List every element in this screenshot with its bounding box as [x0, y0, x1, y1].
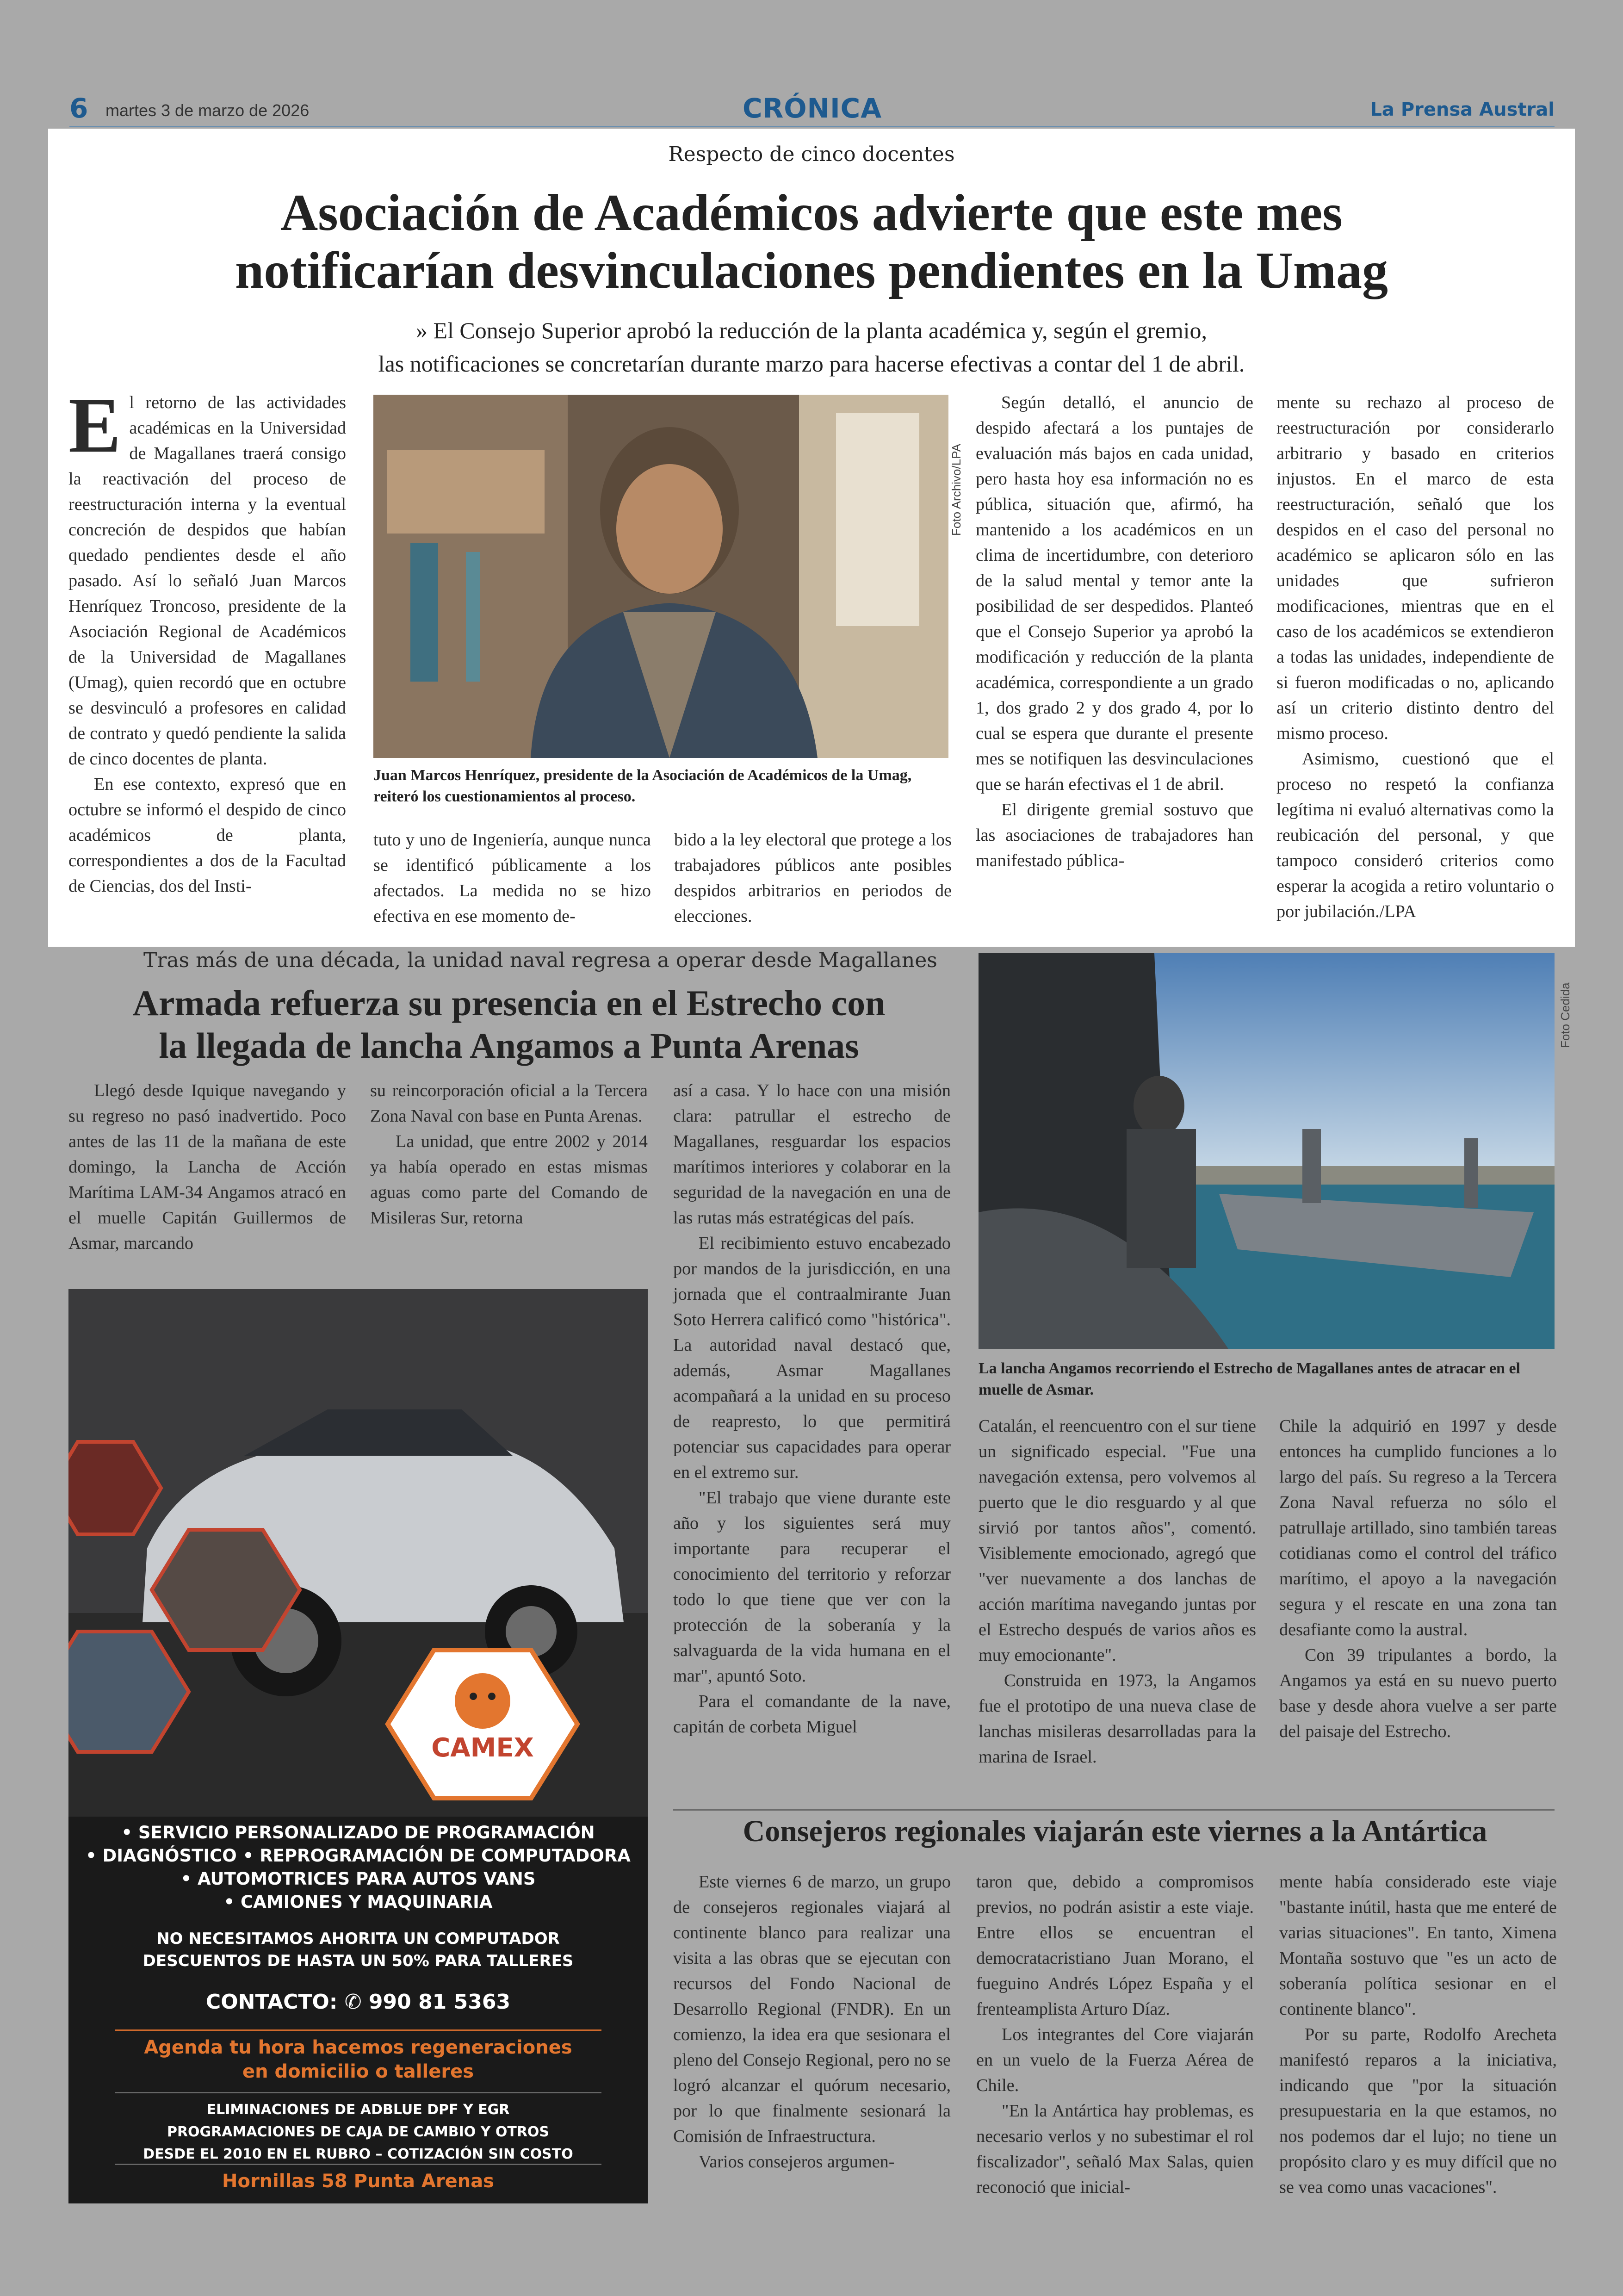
ship-illustration — [979, 953, 1555, 1349]
text-column — [370, 1078, 648, 1231]
article-kicker: Respecto de cinco docentes — [668, 143, 955, 166]
ad-extra-line: PROGRAMACIONES DE CAJA DE CAMBIO Y OTROS — [167, 2124, 550, 2140]
ad-promo-line: DESCUENTOS DE HASTA UN 50% PARA TALLERES — [142, 1952, 574, 1970]
paragraph: l retorno de las actividades académicas en la Universidad de Magallanes traerá consigo la reactivación del proceso de reestructuración interna y la eventual concreción de despidos que habían quedado pendientes desde el año pasado. Así lo señaló Juan Marcos Henríquez Troncoso, presidente de la Asociación Regional de Académicos de la Universidad de Magallanes (Umag), quien recordó que en octubre se desvinculó a profesores en calidad de contrato y quedó pendiente la salida de cinco docentes de planta. — [68, 393, 346, 769]
ad-service-line: • AUTOMOTRICES PARA AUTOS VANS — [180, 1869, 536, 1889]
text-column — [68, 382, 346, 899]
text-column — [1276, 390, 1554, 925]
paragraph: taron que, debido a compromisos previos, no podrán asistir a este viaje. Entre ellos se encuentran el democratacristiano Juan Morano, el fueguino Andrés López España y el frenteamplista Arturo Díaz. — [976, 1872, 1254, 2019]
paragraph: su reincorporación oficial a la Tercera Zona Naval con base en Punta Arenas. — [370, 1081, 648, 1126]
paragraph: Catalán, el reencuentro con el sur tiene un significado especial. "Fue una navegación extensa, pero volvemos al puerto que le dio resguardo y al que sirvió por tantos años", comentó. Visiblemente emocionado, agregó que "ver nuevamente a dos lanchas de acción marítima navegando juntas por el Estrecho después de varios años es muy emocionante". — [979, 1416, 1256, 1665]
paragraph: "En la Antártica hay problemas, es necesario verlos y no subestimar el rol fiscalizador", señaló Max Salas, quien reconoció que inicial- — [976, 2101, 1254, 2197]
photo-credit: Foto Archivo/LPA — [949, 444, 963, 536]
ad-extra-line: ELIMINACIONES DE ADBLUE DPF Y EGR — [206, 2102, 510, 2118]
newspaper-name: La Prensa Austral — [1370, 99, 1555, 120]
text-column — [1279, 1414, 1557, 1744]
headline-line: Asociación de Académicos advierte que este mes — [280, 184, 1343, 242]
photo-caption: La lancha Angamos recorriendo el Estrecho de Magallanes antes de atracar en el muelle de Asmar. — [979, 1360, 1520, 1398]
article-academicos — [48, 129, 1575, 947]
ad-contact: CONTACTO: ✆ 990 81 5363 — [205, 1990, 511, 2014]
paragraph: Llegó desde Iquique navegando y su regreso no pasó inadvertido. Poco antes de las 11 de la mañana de este domingo, la Lancha de Acción Marítima LAM-34 Angamos atracó en el muelle Capitán Guillermos de Asmar, marcando — [68, 1081, 346, 1253]
article-headline — [48, 184, 1575, 300]
ad-extra-line: DESDE EL 2010 EN EL RUBRO – COTIZACIÓN SIN COSTO — [143, 2146, 573, 2162]
paragraph: Con 39 tripulantes a bordo, la Angamos ya está en su nuevo puerto base y desde ahora vuelve a ser parte del paisaje del Estrecho. — [1279, 1645, 1557, 1741]
page-date: martes 3 de marzo de 2026 — [105, 101, 310, 120]
paragraph: Varios consejeros argumen- — [699, 2152, 895, 2172]
portrait-photo — [373, 395, 948, 758]
headline-line: la llegada de lancha Angamos a Punta Arenas — [159, 1025, 859, 1066]
photo-caption: Juan Marcos Henríquez, presidente de la Asociación de Académicos de la Umag, reiteró los cuestionamientos al proceso. — [373, 767, 912, 805]
text-column — [673, 1869, 951, 2175]
paragraph: bido a la ley electoral que protege a los trabajadores públicos ante posibles despidos arbitrarios en periodos de elecciones. — [674, 830, 952, 926]
article-headline: Consejeros regionales viajarán este viernes a la Antártica — [743, 1814, 1487, 1848]
photo-credit: Foto Cedida — [1558, 982, 1572, 1048]
paragraph: El dirigente gremial sostuvo que las asociaciones de trabajadores han manifestado pública- — [976, 800, 1253, 870]
paragraph: así a casa. Y lo hace con una misión clara: patrullar el estrecho de Magallanes, resguardar los espacios marítimos interiores y colaborar en la seguridad de la navegación en una de las rutas más estratégicas del país. — [673, 1081, 951, 1228]
paragraph: Chile la adquirió en 1997 y desde entonces ha cumplido funciones a lo largo del país. Su regreso a la Tercera Zona Naval refuerza no sólo el patrullaje artillado, sino también tareas cotidianas como el control del tráfico marítimo, el apoyo a la navegación segura y el rescate en una zona tan desafiante como la austral. — [1279, 1416, 1557, 1639]
text-column — [976, 390, 1253, 874]
advertisement-camex — [68, 1289, 648, 2203]
paragraph: Construida en 1973, la Angamos fue el prototipo de una nueva clase de lanchas misileras desarrolladas para la marina de Israel. — [979, 1671, 1256, 1767]
page-header — [69, 93, 1555, 125]
ship-photo — [979, 953, 1555, 1349]
section-divider — [673, 1809, 1555, 1811]
drop-cap: E — [68, 382, 121, 469]
paragraph: El recibimiento estuvo encabezado por mandos de la jurisdicción, en una jornada que el contraalmirante Juan Soto Herrera calificó como "histórica". La autoridad naval destacó que, además, Asmar Magallanes acompañará a la unidad en su proceso de reapresto, lo que permitirá potenciar sus capacidades para operar en el extremo sur. — [673, 1234, 951, 1482]
paragraph: "El trabajo que viene durante este año y los siguientes será muy importante para recuperar el conocimiento del territorio y reforzar todo lo que tiene que ver con la protección de la soberanía y la salvaguarda de la vida humana en el mar", apuntó Soto. — [673, 1488, 951, 1686]
paragraph: Para el comandante de la nave, capitán de corbeta Miguel — [673, 1692, 951, 1737]
text-column — [673, 1078, 951, 1740]
paragraph: Los integrantes del Core viajarán en un vuelo de la Fuerza Aérea de Chile. — [976, 2025, 1254, 2095]
ad-agenda — [115, 2029, 601, 2084]
ad-extra-services — [115, 2092, 601, 2166]
paragraph: mente había considerado este viaje "bastante inútil, hasta que me enteré de varias situaciones". En tanto, Ximena Montaña sostuvo que "es un acto de soberanía política sesionar en el continente blanco". — [1279, 1872, 1557, 2019]
section-title: CRÓNICA — [743, 93, 882, 124]
text-column — [68, 1078, 346, 1256]
ad-service-line: • SERVICIO PERSONALIZADO DE PROGRAMACIÓN — [121, 1823, 595, 1843]
paragraph: En ese contexto, expresó que en octubre se informó el despido de cinco académicos de planta, correspondientes a dos de la Facultad de Ciencias, dos del Insti- — [68, 775, 346, 896]
ad-brand-logo: CAMEX — [431, 1733, 534, 1763]
text-column — [373, 827, 651, 929]
article-kicker: Tras más de una década, la unidad naval regresa a operar desde Magallanes — [143, 949, 937, 972]
article-deck — [118, 314, 1505, 380]
text-column — [979, 1414, 1256, 1770]
text-column — [976, 1869, 1254, 2200]
paragraph: tuto y uno de Ingeniería, aunque nunca se identificó públicamente a los afectados. La medida no se hizo efectiva en ese momento de- — [373, 830, 651, 926]
text-column — [1279, 1869, 1557, 2200]
ad-address: Hornillas 58 Punta Arenas — [115, 2164, 601, 2192]
article-headline — [65, 982, 953, 1067]
page-number: 6 — [69, 93, 88, 124]
ad-car-illustration — [68, 1289, 648, 1817]
paragraph: Por su parte, Rodolfo Arecheta manifestó reparos a la iniciativa, indicando que "por la situación presupuestaria en la que estamos, no nos podemos dar el lujo; no tiene un propósito claro y es muy difícil que no se vea como unas vacaciones". — [1279, 2025, 1557, 2197]
ad-agenda-line: en domicilio o talleres — [242, 2061, 474, 2082]
header-rule — [69, 126, 1555, 127]
ad-service-line: • DIAGNÓSTICO • REPROGRAMACIÓN DE COMPUTADORA — [86, 1846, 631, 1866]
deck-line: las notificaciones se concretarían durante marzo para hacerse efectivas a contar del 1 de abril. — [378, 351, 1245, 377]
paragraph: Este viernes 6 de marzo, un grupo de consejeros regionales viajará al continente blanco para realizar una visita a las obras que se ejecutan con recursos del Fondo Nacional de Desarrollo Regional (FNDR). En un comienzo, la idea era que sesionara el pleno del Consejo Regional, pero no se logró alcanzar el quórum necesario, por lo que finalmente sesionará la Comisión de Infraestructura. — [673, 1872, 951, 2146]
ad-agenda-line: Agenda tu hora hacemos regeneraciones — [144, 2037, 572, 2058]
paragraph: Según detalló, el anuncio de despido afectará a los puntajes de evaluación más bajos en cada unidad, pero hasta hoy esa información no es pública, situación que, afirmó, ha mantenido a los académicos en un clima de incertidumbre, con deterioro de la salud mental y temor ante la posibilidad de ser despedidos. Planteó que el Consejo Superior ya aprobó la modificación y reducción de la planta académica, correspondiente a un grado 1, dos grado 2 y dos grado 4, por lo cual se espera que durante el presente mes se notifiquen las desvinculaciones que se harán efectivas el 1 de abril. — [976, 393, 1253, 794]
text-column — [674, 827, 952, 929]
portrait-illustration — [373, 395, 948, 758]
paragraph: Asimismo, cuestionó que el proceso no respetó la confianza legítima ni evaluó alternativas como la reubicación del personal, y que tampoco consideró criterios como esperar la acogida a retiro voluntario o por jubilación./LPA — [1276, 749, 1554, 921]
paragraph: La unidad, que entre 2002 y 2014 ya había operado en estas mismas aguas como parte del Comando de Misileras Sur, retorna — [370, 1132, 648, 1228]
ad-services-list — [68, 1821, 648, 1914]
ad-promo-line: NO NECESITAMOS AHORITA UN COMPUTADOR — [156, 1930, 560, 1948]
ad-promo — [68, 1928, 648, 1972]
paragraph: mente su rechazo al proceso de reestructuración por considerarlo arbitrario y basado en criterios injustos. En el marco de esta reestructuración, señaló que los despidos en el caso del personal no académico se aplicaron sólo en las unidades que sufrieron modificaciones, mientras que en el caso de los académicos se extendieron a todas las unidades, independiente de si fueron modificadas o no, aplicando así un criterio distinto dentro del mismo proceso. — [1276, 393, 1554, 743]
headline-line: notificarían desvinculaciones pendientes en la Umag — [235, 242, 1388, 299]
deck-line: » El Consejo Superior aprobó la reducción de la planta académica y, según el gremio, — [415, 317, 1208, 343]
ad-service-line: • CAMIONES Y MAQUINARIA — [223, 1892, 493, 1912]
headline-line: Armada refuerza su presencia en el Estrecho con — [132, 983, 886, 1023]
